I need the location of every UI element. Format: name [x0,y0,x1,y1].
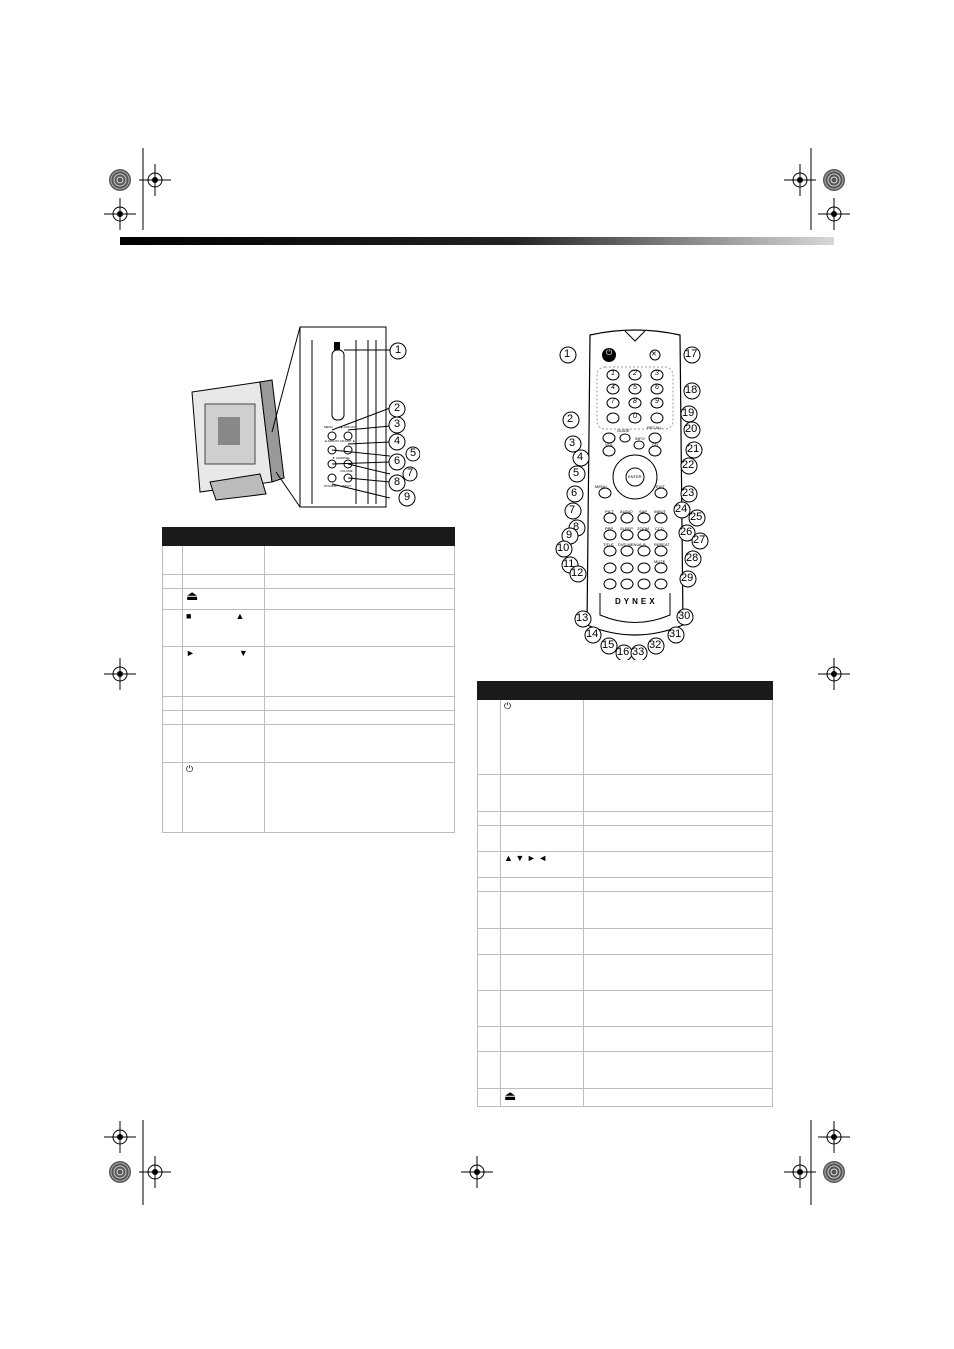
zoom-label: ZOOM [637,526,649,531]
callout-5: 5 [410,447,417,459]
table-row [478,812,773,826]
key-0[interactable]: 0 [633,413,637,420]
ch-label: CH [652,442,658,447]
table-row [163,711,455,725]
callout-r3: 3 [569,437,576,449]
table-row [478,991,773,1027]
power-icon[interactable]: ⏻ [606,348,613,357]
table-row [478,826,773,852]
eject-icon: ⏏ [186,588,199,603]
recall-label: RECALL [647,425,663,430]
key-4[interactable]: 4 [611,384,615,391]
callout-r20: 20 [685,423,698,435]
callout-r29: 29 [681,572,694,584]
menu-label: MENU [595,484,607,489]
callout-r10: 10 [557,542,570,554]
callout-r13: 13 [576,612,589,624]
sap-label: SAP [639,509,648,514]
table-row [478,1089,773,1107]
table-row [163,589,455,610]
callout-r28: 28 [686,552,699,564]
callout-4: 4 [394,435,401,447]
table-row [478,955,773,991]
key-6[interactable]: 6 [655,384,659,391]
audio-label: AUDIO [620,509,633,514]
callout-r25: 25 [690,511,703,523]
callout-r12: 12 [571,567,584,579]
key-7[interactable]: 7 [611,398,615,405]
key-3[interactable]: 3 [655,370,659,377]
stop-icon: ■ [186,611,192,621]
callout-r16: 16 [617,646,630,658]
callout-6: 6 [394,455,401,467]
label-input: INPUT [342,484,351,488]
table-row [163,647,455,697]
table-row [163,546,455,575]
callout-r23: 23 [682,487,695,499]
mute-label: MUTE [654,559,666,564]
table-row [163,697,455,711]
callout-r32: 32 [649,639,662,651]
key-8[interactable]: 8 [633,398,637,405]
mute-icon[interactable]: ✕ [651,351,657,358]
callout-9: 9 [404,491,411,503]
table-row [163,763,455,833]
key-5[interactable]: 5 [633,384,637,391]
table-row [163,575,455,589]
key-2[interactable]: 2 [633,370,637,377]
sleep-label: SLEEP [620,526,633,531]
table-row [478,852,773,878]
key-1[interactable]: 1 [611,370,615,377]
power-icon: ⏻ [186,764,194,774]
callout-2: 2 [394,402,401,414]
label-adjust-left: ◄ ADJUST [324,439,340,443]
title-label: TITLE [603,542,614,547]
label-adjust-up: ▲ ADJUST [340,425,356,429]
info-label: INFO [635,436,645,441]
table-header [163,528,455,546]
callout-r7: 7 [569,504,576,516]
header-rule [120,237,834,245]
callout-r8: 8 [573,521,580,533]
table-row [478,1027,773,1052]
label-channel: ▼ CHANNEL [332,456,351,460]
table-row [478,929,773,955]
table-row [478,892,773,929]
callout-r30: 30 [678,610,691,622]
callout-r21: 21 [687,443,700,455]
callout-r27: 27 [693,534,706,546]
eject-icon: ⏏ [504,1088,517,1103]
callout-3: 3 [394,418,401,430]
tv-controls-table [162,527,455,833]
enter-label[interactable]: ENTER [628,474,642,479]
label-volume: VOLUME [340,469,353,473]
callout-r26: 26 [680,526,693,538]
label-menu: MENU [324,425,333,429]
table-row [163,610,455,647]
callout-r18: 18 [685,384,698,396]
table-row [478,775,773,812]
label-adjust-right: ADJUST ► [340,439,356,443]
up-arrow-icon: ▲ [235,611,245,621]
callout-r24: 24 [675,503,688,515]
dvd-menu-label: DVD MENU [618,542,640,547]
callout-r15: 15 [602,639,615,651]
callout-r14: 14 [586,628,599,640]
ab-label: A-B [639,542,646,547]
callout-r22: 22 [682,459,695,471]
label-standby: STANDBY [324,484,338,488]
callout-7: 7 [407,467,414,479]
callout-r4: 4 [577,451,584,463]
key-9[interactable]: 9 [655,398,659,405]
callout-r2: 2 [567,413,574,425]
table-row [163,725,455,763]
remote-buttons-table [477,681,773,1107]
pict-label: PICT [605,509,615,514]
table-header [478,682,773,700]
table-row [478,1052,773,1089]
callout-r5: 5 [573,467,580,479]
callout-8: 8 [394,476,401,488]
callout-r19: 19 [682,407,695,419]
table-row [478,700,773,775]
callout-r17: 17 [685,348,698,360]
right-arrow-icon: ► [186,648,195,658]
table-row [478,878,773,892]
callout-1: 1 [395,344,402,356]
callout-r31: 31 [669,628,682,640]
guide-label: GUIDE [617,428,630,433]
vol-label: VOL [605,442,614,447]
repeat-label: REPEAT [654,542,670,547]
ppp-label: PPP [605,526,614,531]
tv-side-illustration [180,322,420,512]
brand-logo: DYNEX [615,597,658,606]
exit-label: EXIT [656,484,665,489]
callout-r1: 1 [564,348,571,360]
power-icon: ⏻ [504,701,512,711]
callout-r9: 9 [566,529,573,541]
callout-r33: 33 [632,646,645,658]
down-arrow-icon: ▼ [238,648,248,658]
input-label: INPUT [654,509,666,514]
arrow-keys-icon: ▲ ▼ ► ◄ [504,853,548,863]
ccd-label: CCD [655,526,664,531]
callout-r11: 11 [563,558,575,570]
callout-r6: 6 [571,487,578,499]
